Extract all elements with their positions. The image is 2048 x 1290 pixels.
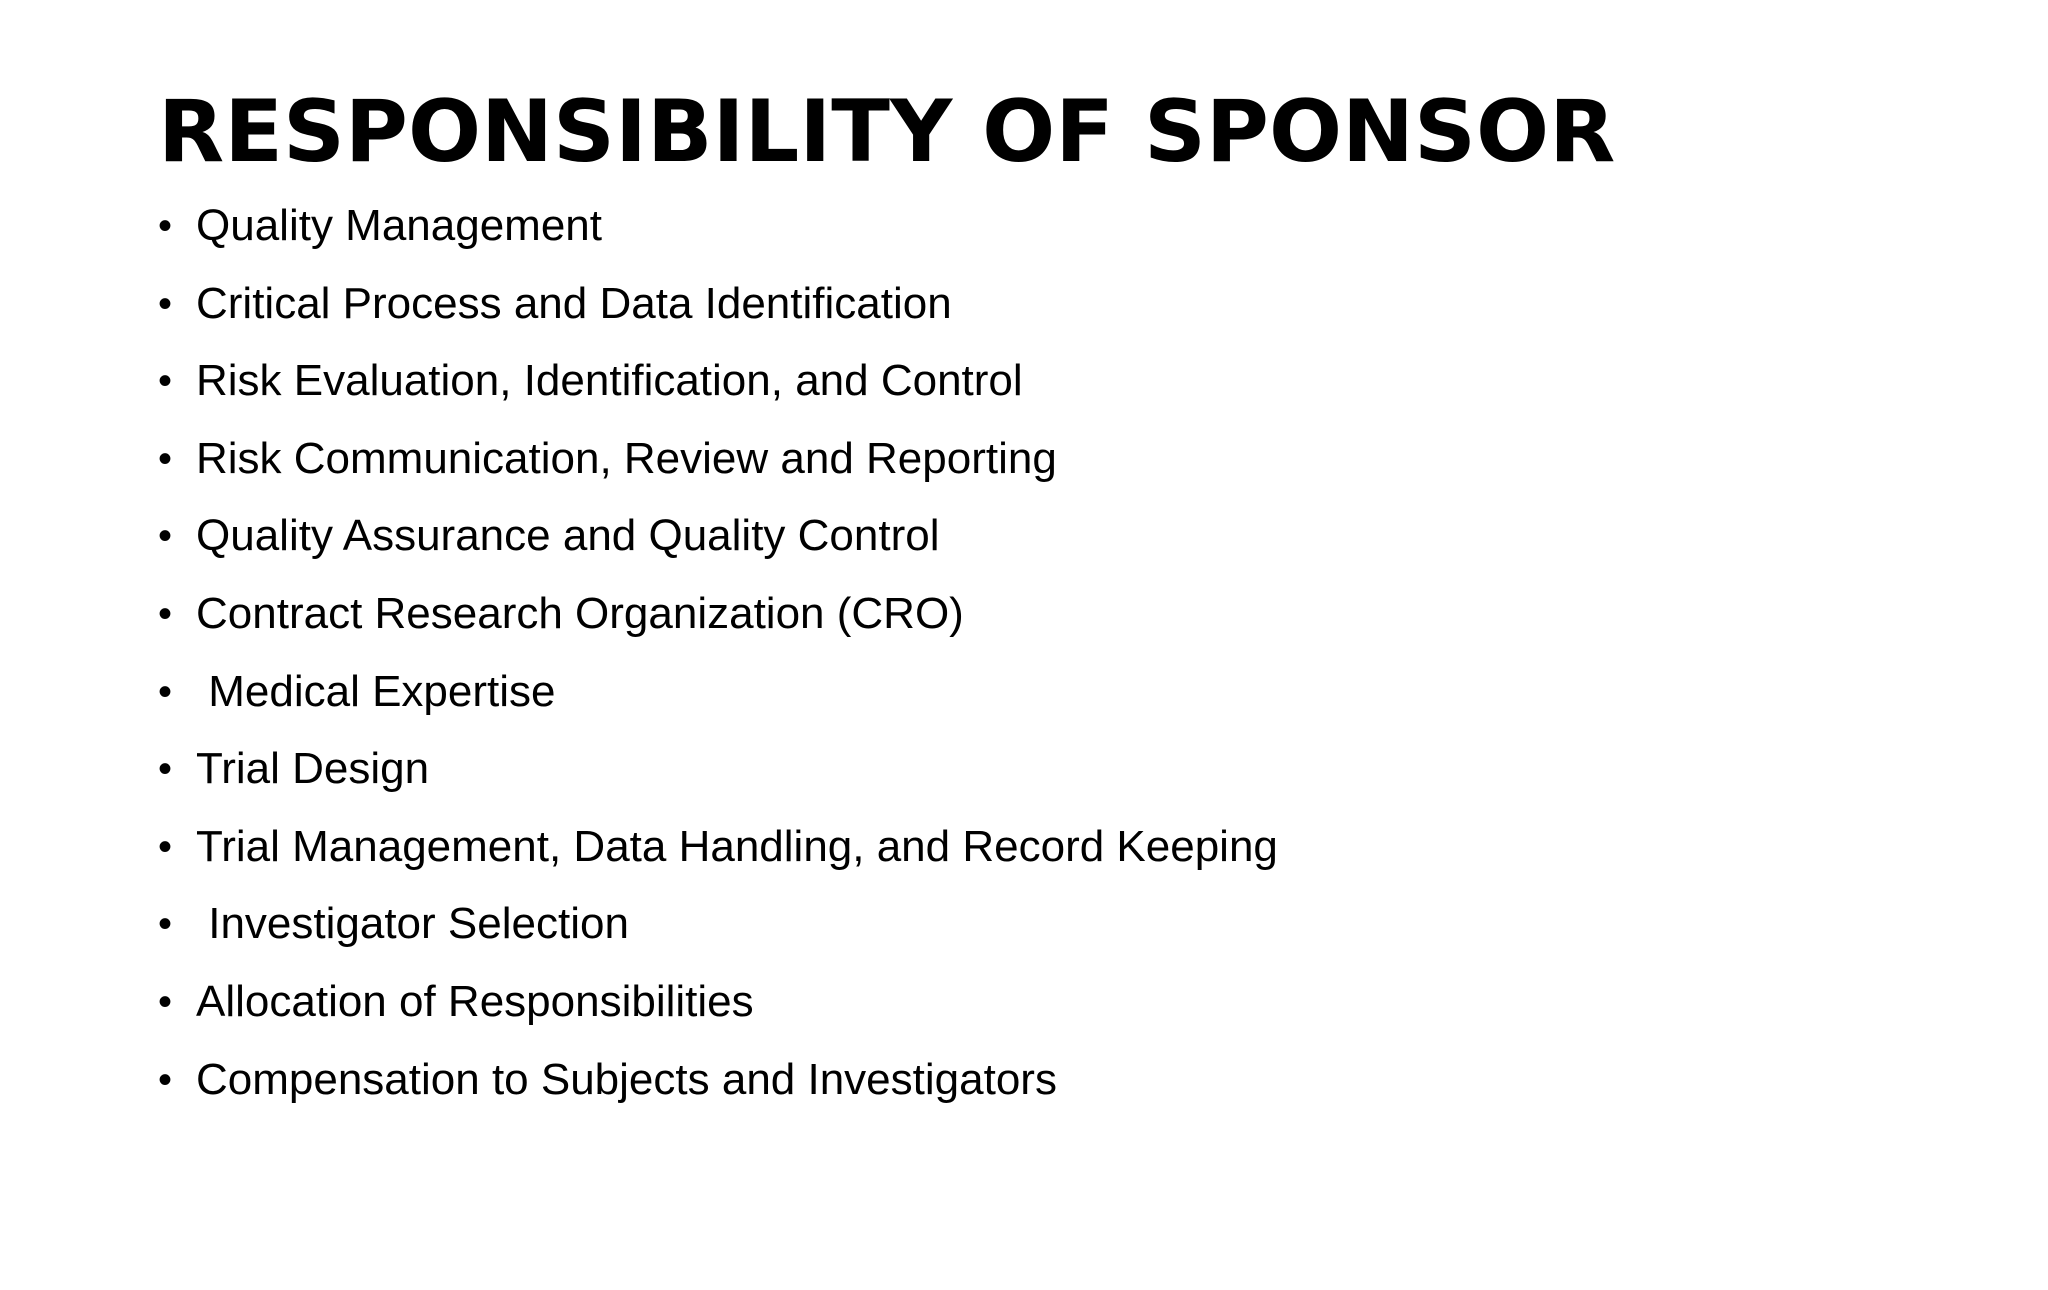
list-item-text: Contract Research Organization (CRO)	[196, 588, 964, 638]
list-item-text: Quality Management	[196, 201, 602, 250]
list-item-text: Risk Communication, Review and Reporting	[196, 433, 1057, 483]
list-item	[158, 351, 1023, 429]
list-item	[158, 739, 430, 817]
list-item	[158, 972, 754, 1050]
bullet-icon: •	[158, 669, 173, 714]
list-item-text: Trial Management, Data Handling, and Record Keeping	[196, 821, 1278, 871]
bullet-icon: •	[158, 204, 173, 248]
bullet-icon: •	[158, 436, 173, 481]
list-item	[158, 1050, 1057, 1128]
bullet-icon: •	[158, 747, 173, 792]
list-item-text: Critical Process and Data Identification	[196, 278, 952, 328]
bullet-icon: •	[158, 281, 173, 326]
bullet-icon: •	[158, 824, 173, 869]
list-item	[158, 894, 629, 972]
list-item	[158, 662, 556, 740]
list-item-text: Trial Design	[196, 744, 430, 794]
slide-title: RESPONSIBILITY OF SPONSOR	[158, 82, 1616, 182]
list-item-text: Compensation to Subjects and Investigators	[196, 1054, 1057, 1104]
bullet-icon: •	[158, 902, 173, 947]
list-item	[158, 506, 940, 584]
list-item-text: Quality Assurance and Quality Control	[196, 511, 940, 561]
bullet-icon: •	[158, 359, 173, 404]
list-item	[158, 274, 952, 352]
list-item	[158, 429, 1057, 507]
bullet-icon: •	[158, 979, 173, 1024]
list-item	[158, 196, 602, 274]
list-item	[158, 817, 1278, 895]
bullet-icon: •	[158, 1057, 173, 1102]
list-item-text: Medical Expertise	[196, 666, 556, 716]
list-item-text: Investigator Selection	[196, 899, 629, 949]
bullet-icon: •	[158, 514, 173, 559]
list-item-text: Risk Evaluation, Identification, and Control	[196, 356, 1023, 406]
bullet-icon: •	[158, 591, 173, 636]
list-item	[158, 584, 964, 662]
list-item-text: Allocation of Responsibilities	[196, 976, 754, 1026]
bullet-list	[158, 196, 1278, 1127]
